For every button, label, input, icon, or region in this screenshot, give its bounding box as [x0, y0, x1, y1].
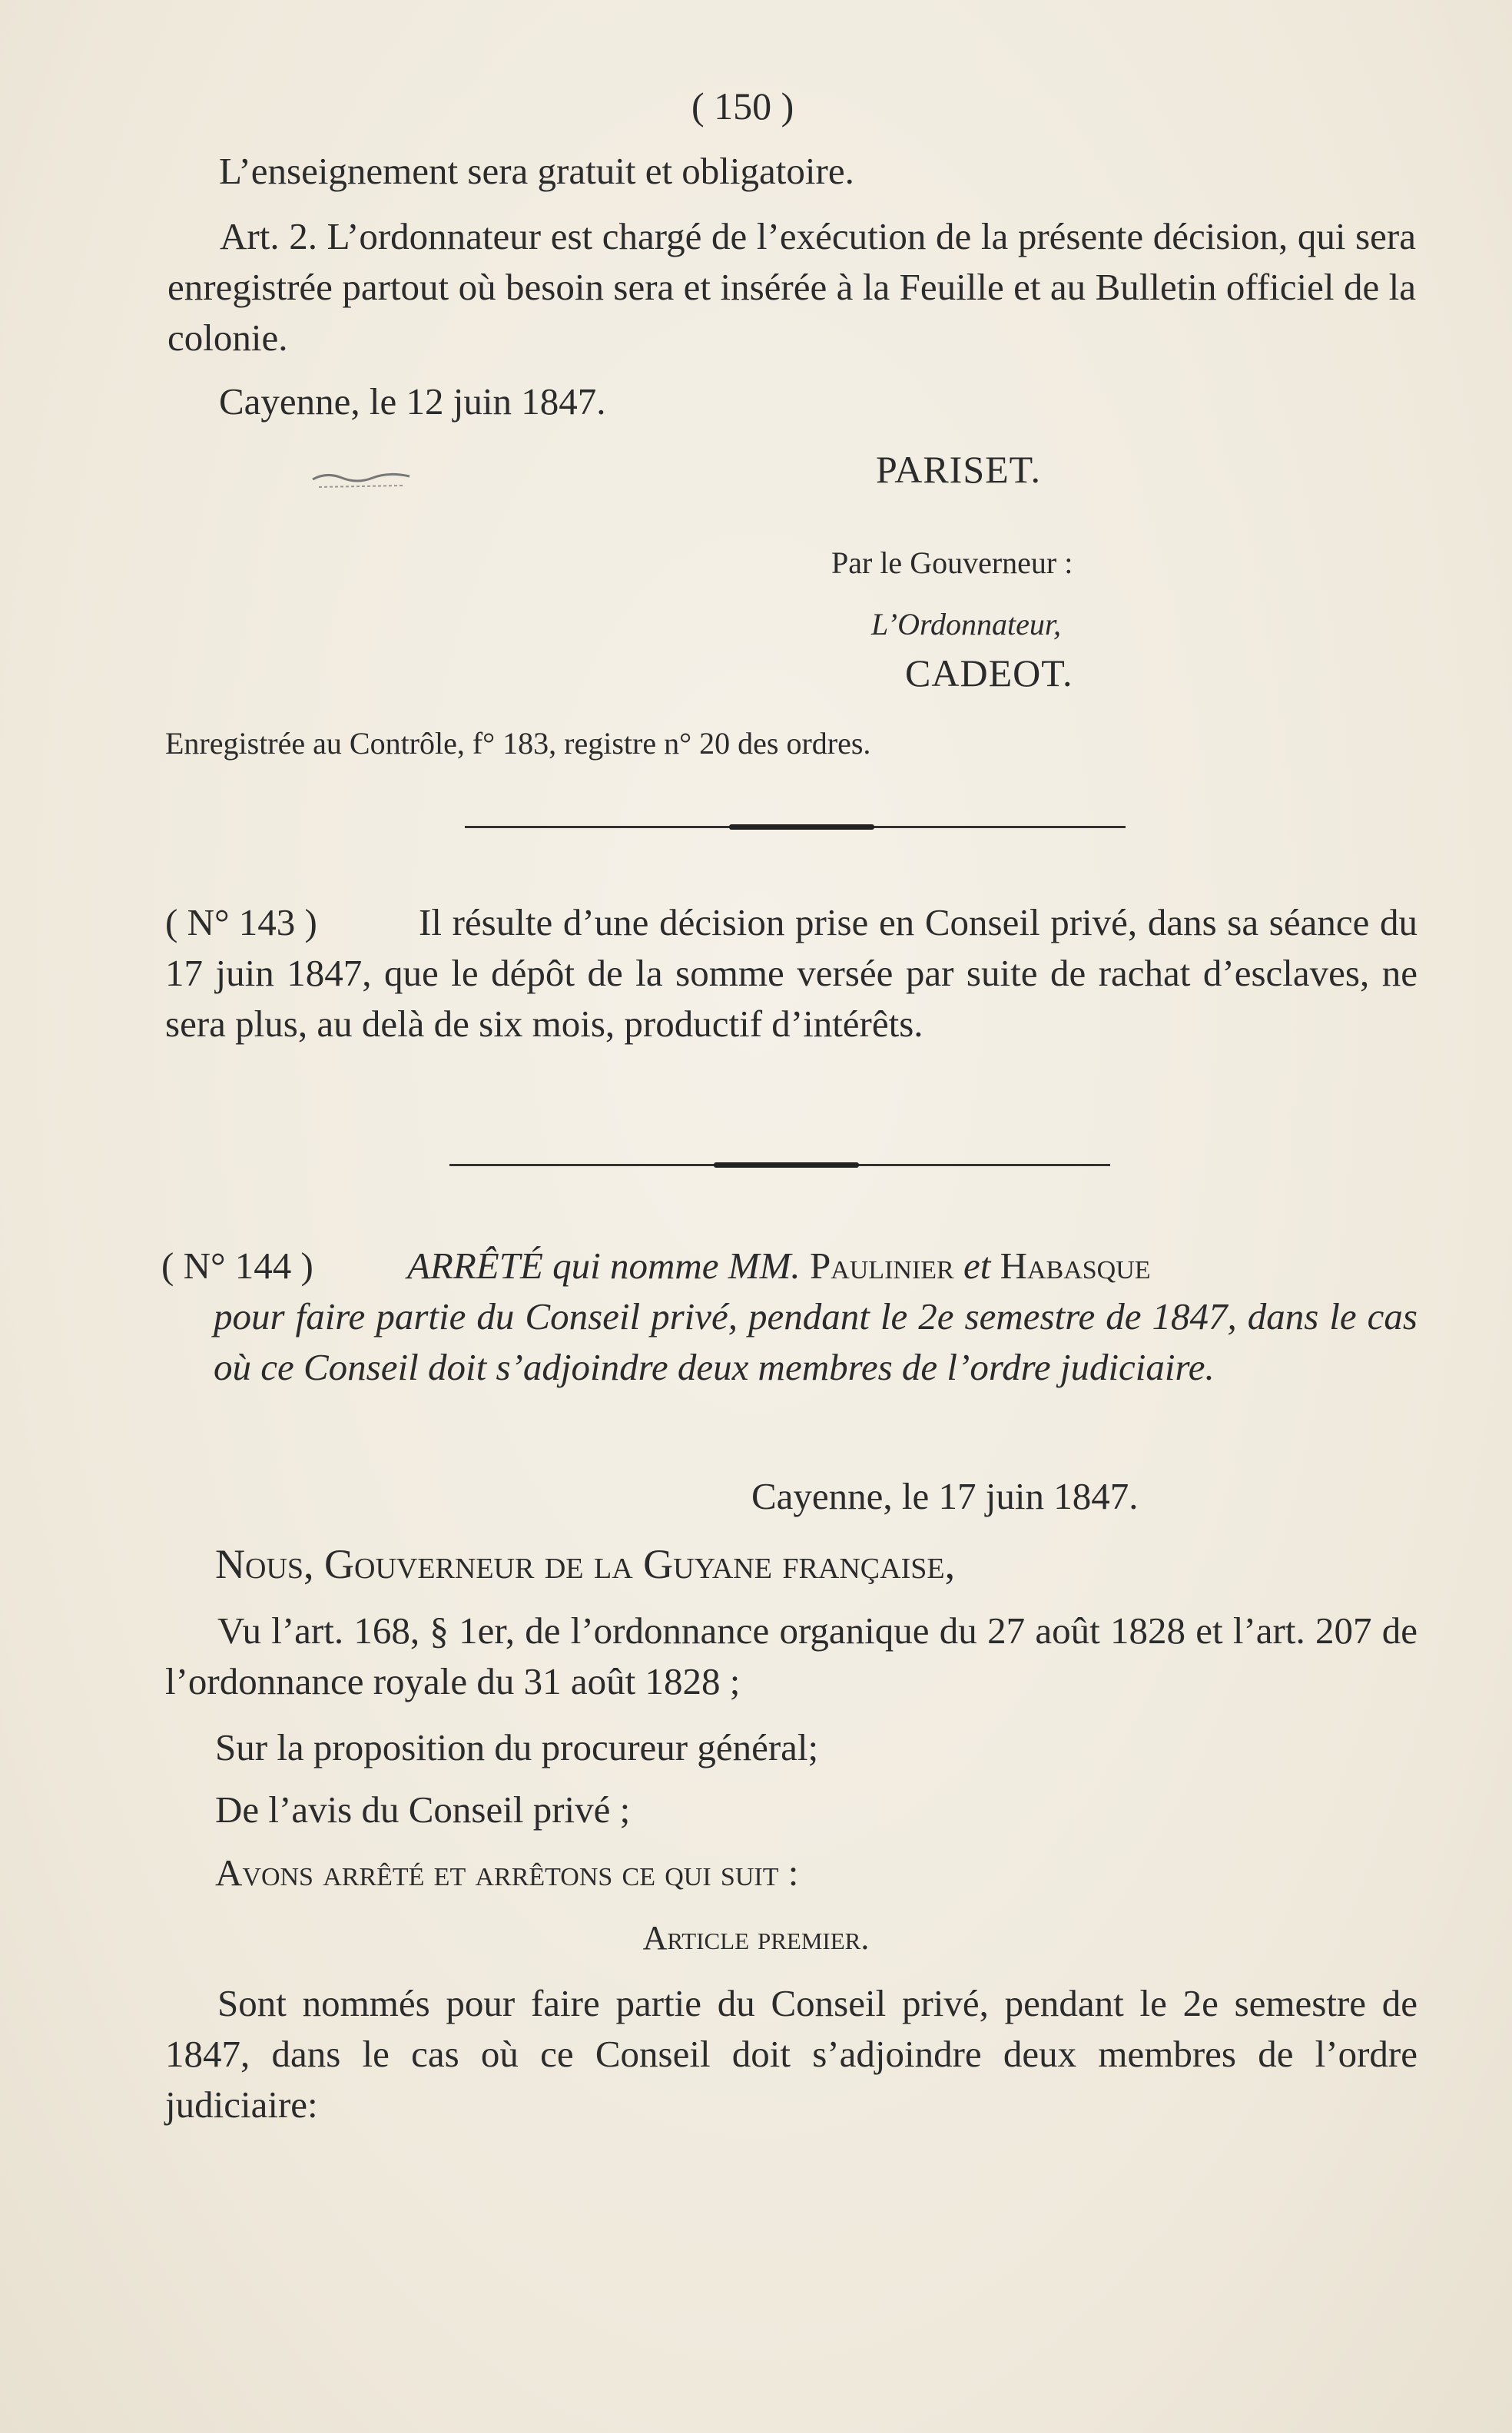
registration-note: Enregistrée au Contrôle, f° 183, registre n° 20 des ordres.: [165, 726, 871, 761]
page-number: ( 150 ): [691, 85, 794, 128]
no144-title-line1: [407, 1241, 1418, 1291]
vu-article: Vu l’art. 168, § 1er, de l’ordonnance organique du 27 août 1828 et l’art. 207 de l’ordonnance royale du 31 août 1828 ;: [165, 1609, 1418, 1702]
article-premier-heading: Article premier.: [642, 1919, 870, 1957]
article-premier-body: Sont nommés pour faire partie du Conseil privé, pendant le 2e semestre de 1847, dans le cas où ce Conseil doit s’adjoindre deux membres de l’ordre judiciaire:: [165, 1982, 1418, 2126]
article-2: Art. 2. L’ordonnateur est chargé de l’exécution de la présente décision, qui sera enregistrée partout où besoin sera et insérée à la Feuille et au Bulletin officiel de la colonie.: [167, 215, 1416, 359]
nous-gouverneur: Nous, Gouverneur de la Guyane française,: [215, 1541, 956, 1587]
signature-pariset: PARISET.: [876, 448, 1042, 491]
avons-arrete: Avons arrêté et arrêtons ce qui suit :: [215, 1851, 799, 1894]
no144-date: Cayenne, le 17 juin 1847.: [751, 1475, 1139, 1517]
ordonnateur-title: L’Ordonnateur,: [871, 607, 1062, 641]
no144-title-part1: ARRÊTÉ qui nomme MM.: [407, 1245, 801, 1287]
no144-number: ( N° 144 ): [161, 1245, 313, 1287]
no144-title-part2: pour faire partie du Conseil privé, pendant le 2e semestre de 1847, dans le cas où ce Conseil doit s’adjoindre deux membres de l’ordre judiciaire.: [214, 1295, 1418, 1388]
line-enseignement: L’enseignement sera gratuit et obligatoire.: [219, 150, 854, 192]
separator-rule-2: [449, 1164, 1110, 1166]
stamp-mark: [311, 469, 411, 490]
name-habasque: Habasque: [1000, 1245, 1151, 1287]
no143-number: ( N° 143 ): [165, 901, 317, 943]
name-paulinier: Paulinier: [809, 1245, 954, 1287]
sur-proposition: Sur la proposition du procureur général;: [215, 1726, 819, 1768]
no143-text: Il résulte d’une décision prise en Conseil privé, dans sa séance du 17 juin 1847, que le dépôt de la somme versée par suite de rachat d’esclaves, ne sera plus, au delà de six mois, productif d’intérêts.: [165, 901, 1418, 1045]
date-line: Cayenne, le 12 juin 1847.: [219, 380, 606, 423]
de-avis: De l’avis du Conseil privé ;: [215, 1788, 631, 1831]
no144-et: et: [963, 1245, 991, 1287]
par-le-gouverneur: Par le Gouverneur :: [831, 545, 1073, 580]
separator-rule-1: [465, 826, 1126, 828]
signature-cadeot: CADEOT.: [905, 651, 1073, 694]
